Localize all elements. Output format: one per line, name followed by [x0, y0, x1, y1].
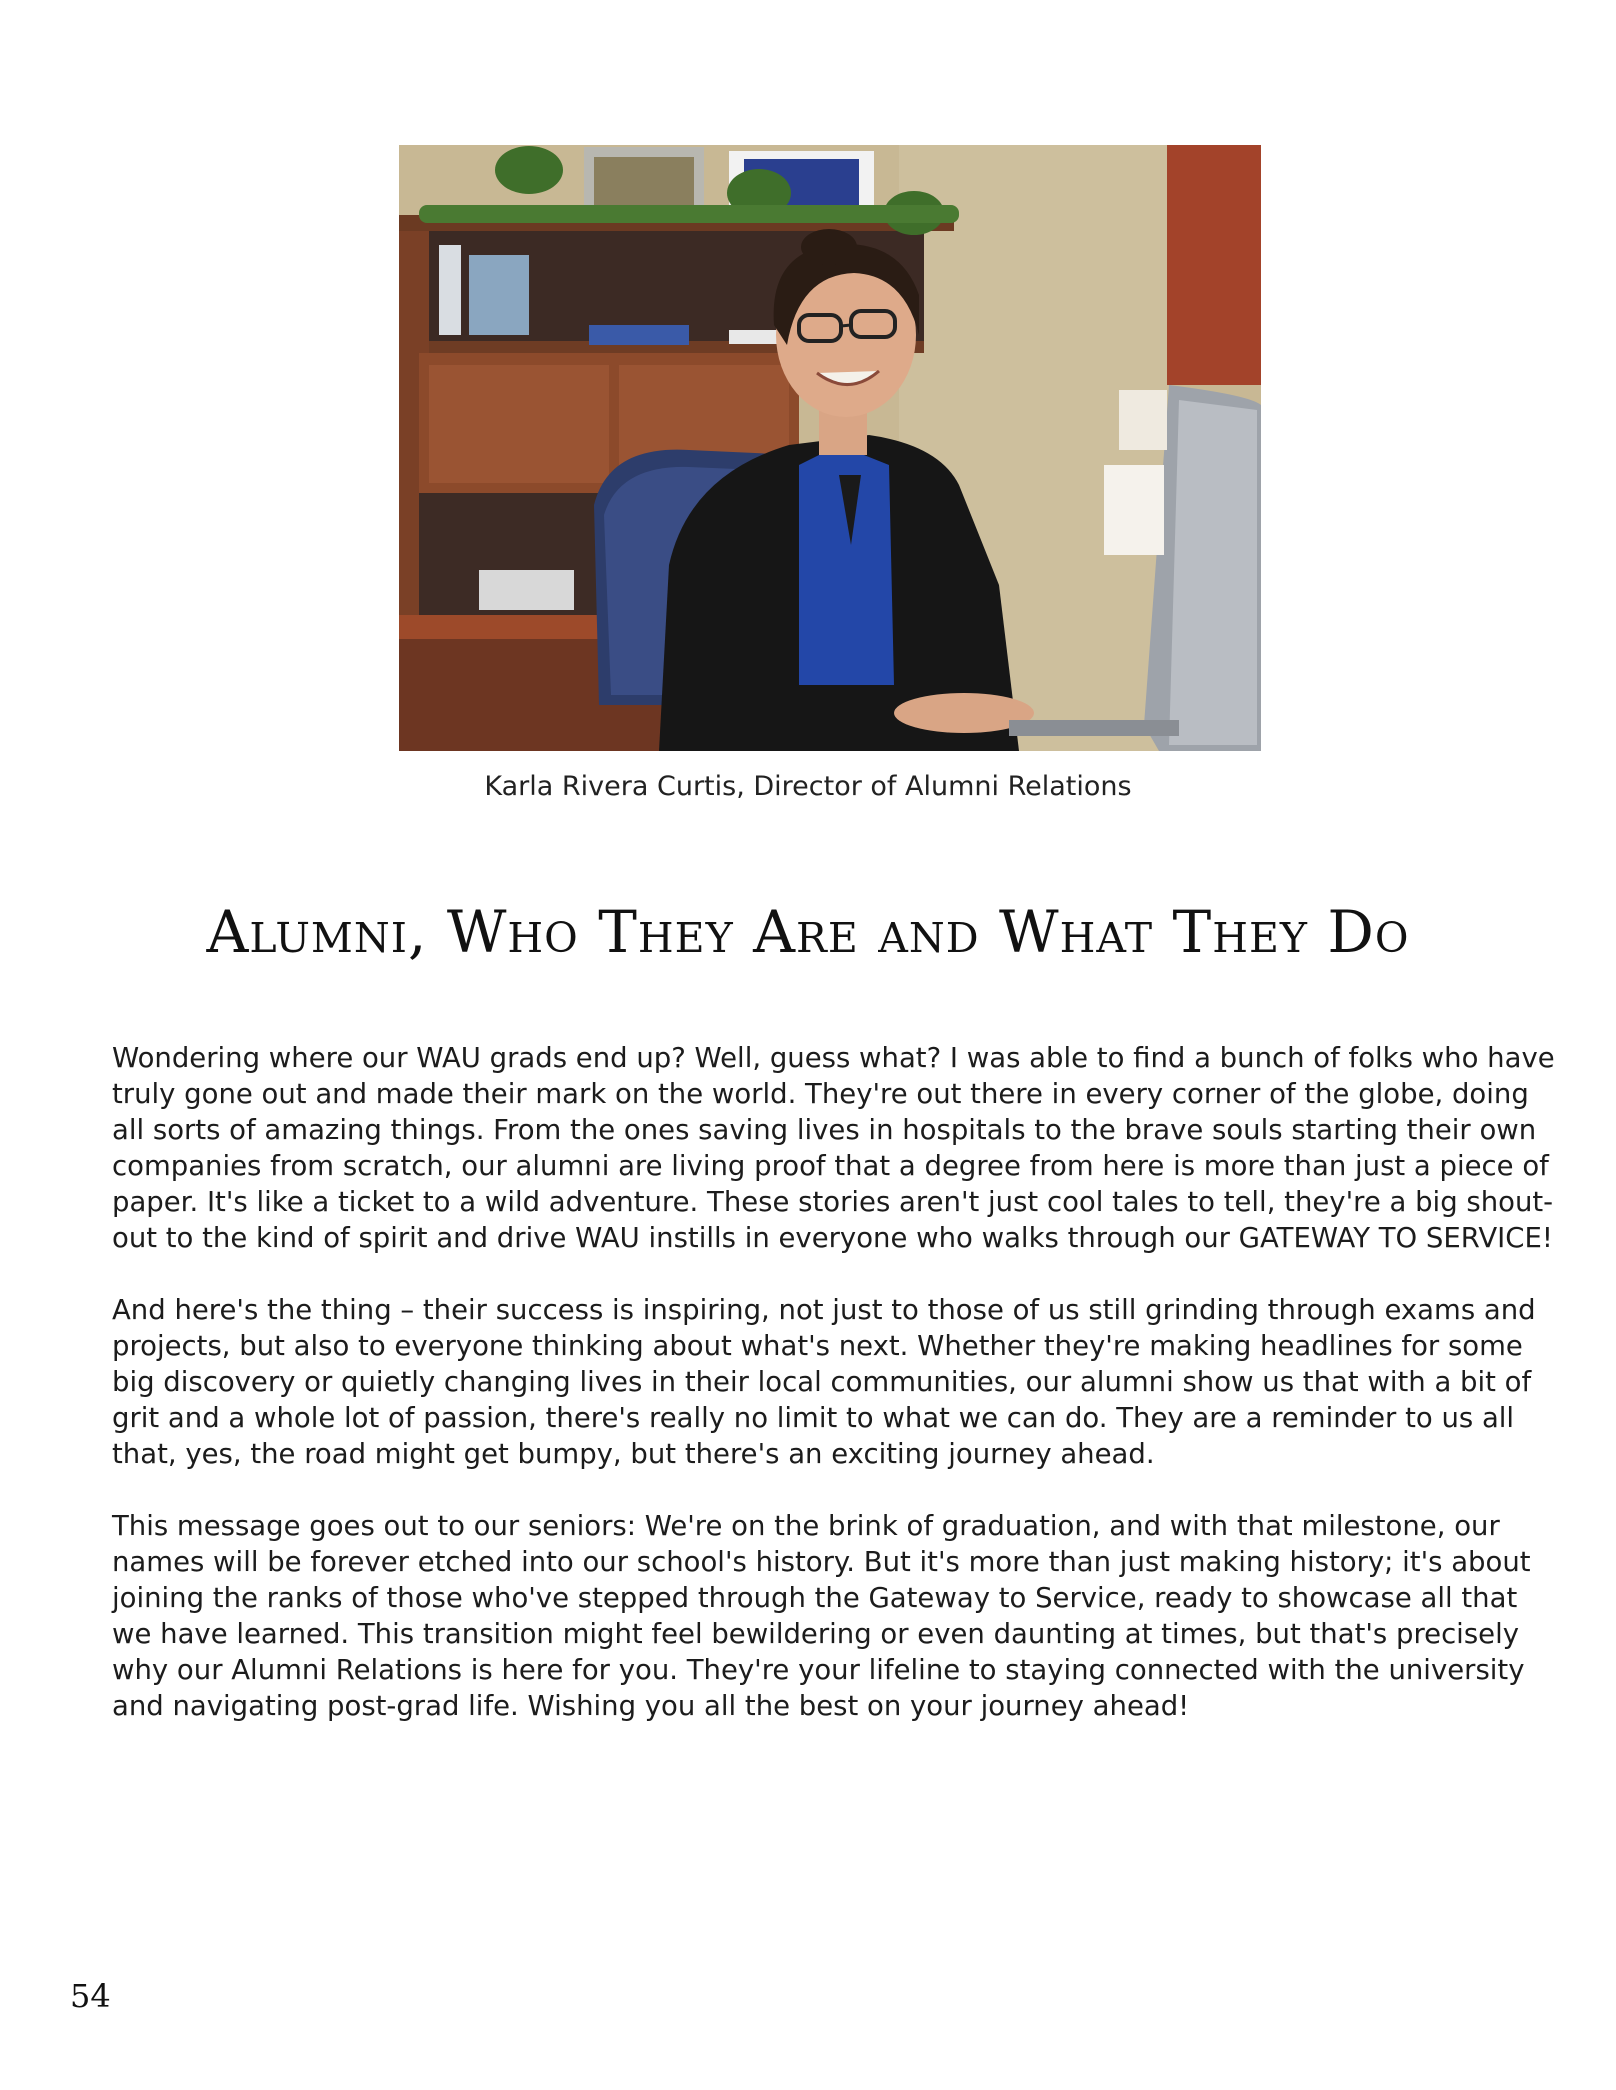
paragraph-1: Wondering where our WAU grads end up? Well, guess what? I was able to find a bunch of folks who have truly gone out and made their mark on the world. They're out there in every corner of the globe, doing all sorts of amazing things. From the ones saving lives in hospitals to the brave souls starting their own companies from scratch, our alumni are living proof that a degree from here is more than just a piece of paper. It's like a ticket to a wild adventure. These stories aren't just cool tales to tell, they're a big shout-out to the kind of spirit and drive WAU instills in everyone who walks through our GATEWAY TO SERVICE! — [112, 1042, 1555, 1254]
photo-caption: Karla Rivera Curtis, Director of Alumni Relations — [484, 771, 1132, 802]
article-body — [112, 1040, 1557, 1760]
article-title: Alumni, Who They Are and What They Do — [206, 898, 1410, 966]
paragraph-2: And here's the thing – their success is inspiring, not just to those of us still grinding through exams and projects, but also to everyone thinking about what's next. Whether they're making headlines for some big discovery or quietly changing lives in their local communities, our alumni show us that with a bit of grit and a whole lot of passion, there's really no limit to what we can do. They are a reminder to us all that, yes, the road might get bumpy, but there's an exciting journey ahead. — [112, 1294, 1536, 1470]
paragraph-3: This message goes out to our seniors: We're on the brink of graduation, and with that milestone, our names will be forever etched into our school's history. But it's more than just making history; it's about joining the ranks of those who've stepped through the Gateway to Service, ready to showcase all that we have learned. This transition might feel bewildering or even daunting at times, but that's precisely why our Alumni Relations is here for you. They're your lifeline to staying connected with the university and navigating post-grad life. Wishing you all the best on your journey ahead! — [112, 1510, 1531, 1722]
portrait-photo — [399, 145, 1261, 751]
page-number: 54 — [70, 1977, 111, 2015]
